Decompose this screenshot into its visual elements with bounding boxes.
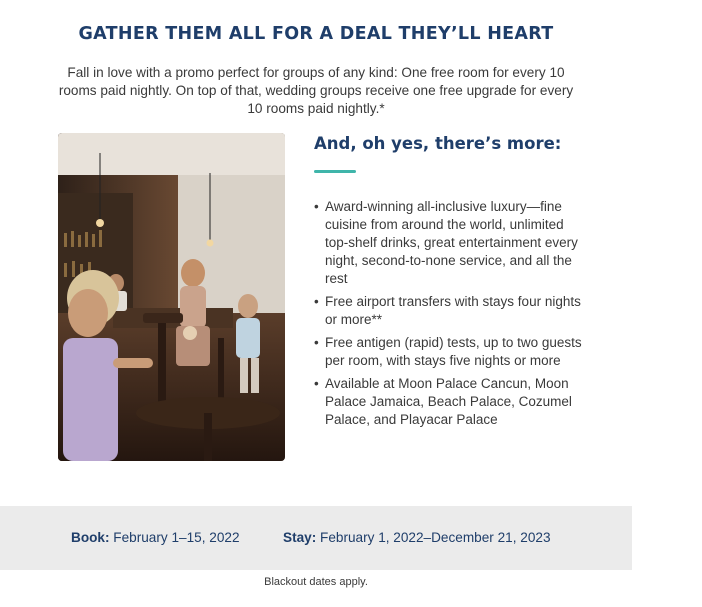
book-label: Book: [71,530,110,545]
intro-paragraph: Fall in love with a promo perfect for groups of any kind: One free room for every 10 rooms paid nightly. On top of that, wedding groups receive one free upgrade for every 10 rooms paid nightly.* [58,65,574,116]
list-item: • Free antigen (rapid) tests, up to two guests per room, with stays five nights or more [314,334,584,370]
lounge-photo [58,133,285,461]
blackout-footnote: Blackout dates apply. [264,576,368,588]
list-item: • Free airport transfers with stays four nights or more** [314,293,584,329]
book-dates [71,530,240,545]
dates-band [0,506,632,570]
accent-divider [314,170,356,173]
book-value: February 1–15, 2022 [109,530,240,545]
headline: GATHER THEM ALL FOR A DEAL THEY’LL HEART [78,24,554,44]
stay-value: February 1, 2022–December 21, 2023 [316,530,551,545]
subhead: And, oh yes, there’s more: [314,134,562,153]
benefits-list [314,198,584,434]
stay-label: Stay: [283,530,317,545]
stay-dates [283,530,551,545]
list-item: • Award-winning all-inclusive luxury—fine cuisine from around the world, unlimited top-shelf drinks, great entertainment every night, second-to-none service, and all the rest [314,198,584,288]
list-item: • Available at Moon Palace Cancun, Moon Palace Jamaica, Beach Palace, Cozumel Palace, and Playacar Palace [314,375,584,429]
